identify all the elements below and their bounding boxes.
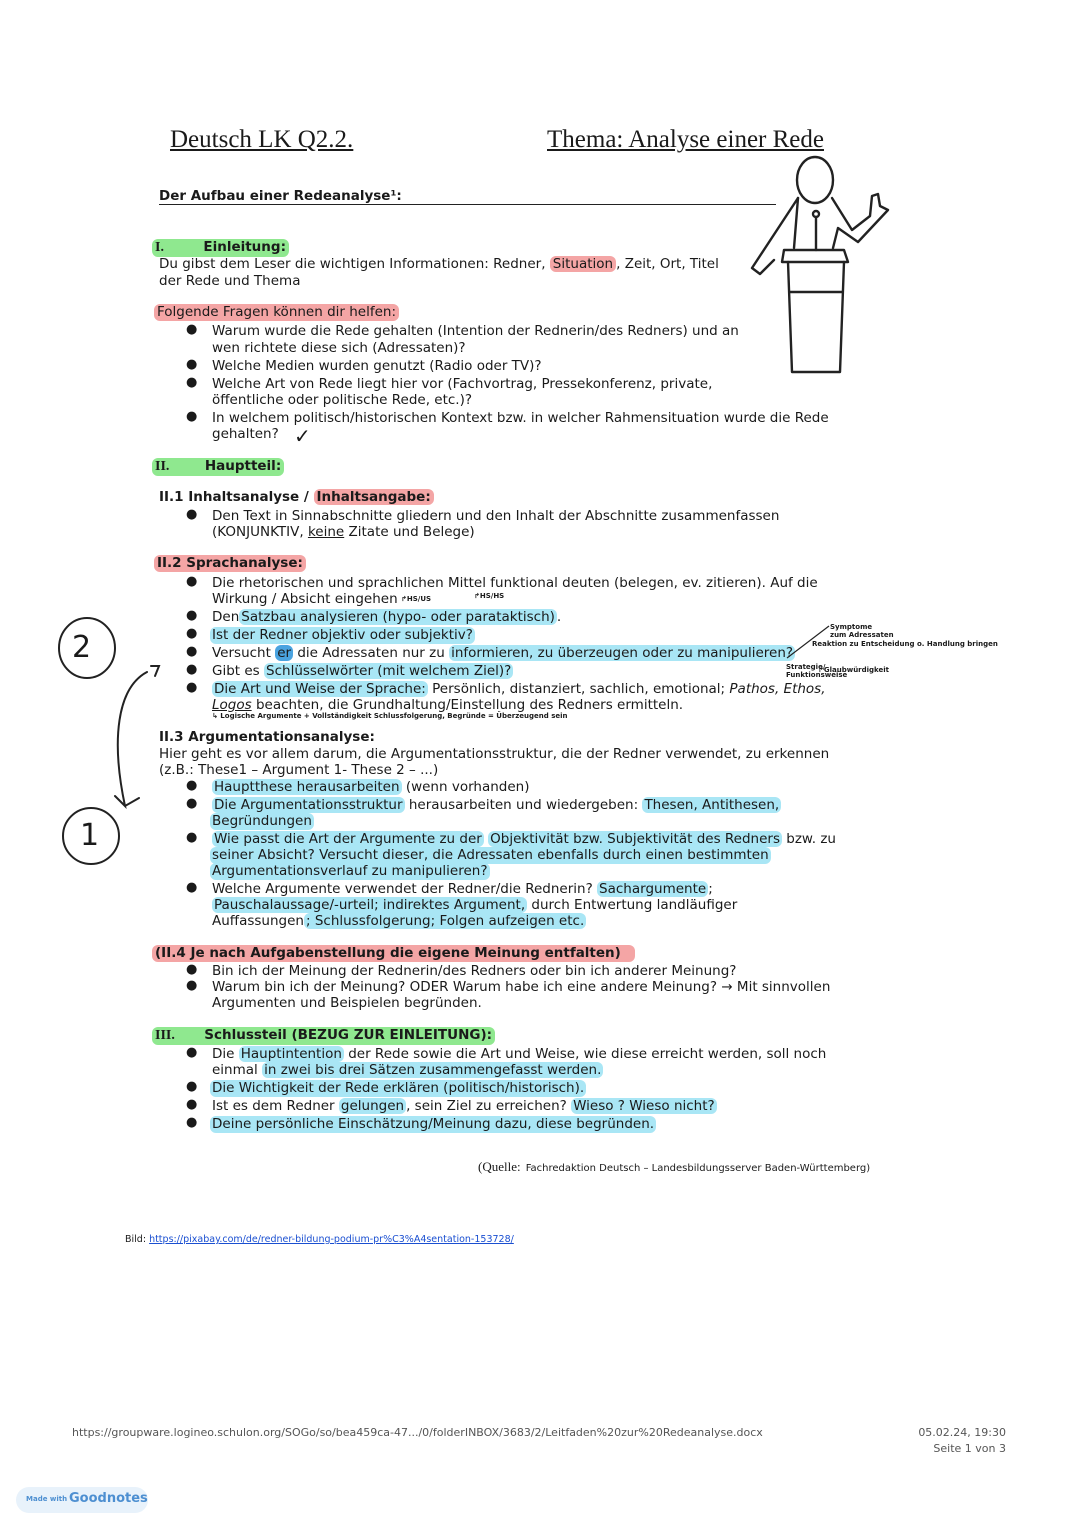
- subsection-3-heading: II.3 Argumentationsanalyse:: [159, 729, 375, 745]
- highlight-thesen: Thesen, Antithesen,: [644, 797, 780, 813]
- s4-line-2b: Argumenten und Beispielen begründen.: [212, 995, 482, 1011]
- s3-text: Auffassungen: [212, 913, 304, 929]
- c-line-2: Die Wichtigkeit der Rede erklären (politisch/historisch).: [212, 1080, 585, 1096]
- note-text: , Begründe = Überzeugend sein: [442, 712, 568, 720]
- c-text: einmal: [212, 1062, 258, 1078]
- s4-line-2: Warum bin ich der Meinung? ODER Warum habe ich eine andere Meinung? → Mit sinnvollen: [212, 979, 831, 995]
- s3-intro-b: (z.B.: These1 – Argument 1- These 2 – ...): [159, 762, 439, 778]
- s2-line-3: Ist der Redner objektiv oder subjektiv?: [212, 627, 473, 643]
- s2-italic-logos: Logos: [212, 697, 252, 713]
- bullet: ●: [186, 680, 198, 695]
- highlight-objektivitaet: Objektivität bzw. Subjektivität des Redners: [490, 831, 780, 847]
- bullet: ●: [186, 796, 198, 811]
- handwritten-note: Funktionsweise: [786, 671, 848, 679]
- subsection-2-heading: II.2 Sprachanalyse:: [154, 555, 306, 572]
- badge-brand: Goodnotes: [69, 1491, 148, 1506]
- s2-line-1a: Die rhetorischen und sprachlichen Mittel funktional deuten (belegen, ev. zitieren). Auf die: [212, 575, 818, 591]
- s2-text: beachten, die Grundhaltung/Einstellung des Redners ermitteln.: [255, 697, 684, 713]
- main-title: Hauptteil:: [204, 458, 282, 474]
- footer-date: 05.02.24, 19:30: [918, 1426, 1006, 1439]
- bullet: ●: [186, 778, 198, 793]
- question-2: Welche Medien wurden genutzt (Radio oder TV)?: [212, 358, 542, 374]
- questions-label: Folgende Fragen können dir helfen:: [154, 304, 399, 321]
- s2-line-2: [212, 609, 561, 626]
- bullet: ●: [186, 1115, 198, 1130]
- note-text: ↳ Logische Argumente + Vollständigkeit Schlussfolgerung: [212, 712, 443, 720]
- highlight-argumentationsstruktur: Die Argumentationsstruktur: [214, 797, 403, 813]
- bullet: ●: [186, 662, 198, 677]
- s2-italic: Pathos, Ethos,: [729, 681, 826, 697]
- c-line-4: Deine persönliche Einschätzung/Meinung dazu, diese begründen.: [212, 1116, 655, 1132]
- bullet: ●: [186, 880, 198, 895]
- s3-line-1: [212, 779, 529, 796]
- s3-intro-a: Hier geht es vor allem darum, die Argumentationsstruktur, die der Redner verwendet, zu erkennen: [159, 746, 830, 762]
- intro-text-post: , Zeit, Ort, Titel: [616, 256, 719, 272]
- conclusion-number: III.: [155, 1028, 175, 1043]
- c-text-post: der Rede sowie die Art und Weise, wie diese erreicht werden, soll noch: [348, 1046, 827, 1062]
- bullet: ●: [186, 507, 198, 522]
- bullet: ●: [186, 1045, 198, 1060]
- footer-page: Seite 1 von 3: [933, 1442, 1006, 1455]
- highlight-gelungen: gelungen: [340, 1098, 405, 1114]
- handwritten-note: Reaktion zu Entscheidung o. Handlung bringen: [812, 640, 998, 648]
- s2-text: Den: [212, 609, 240, 625]
- s2-text: Versucht: [212, 645, 271, 661]
- source-label: (Quelle:: [478, 1159, 521, 1174]
- handwritten-note: Symptome: [830, 623, 873, 631]
- handwritten-note: ↱HS/US: [401, 595, 432, 603]
- s3-line-3a: [212, 831, 836, 848]
- bullet: ●: [186, 409, 198, 424]
- question-1b: wen richtete diese sich (Adressaten)?: [212, 340, 466, 356]
- handwritten-note: [212, 712, 568, 720]
- highlight-hauptthese: Hauptthese herausarbeiten: [214, 779, 400, 795]
- s3-text: bzw. zu: [786, 831, 836, 847]
- bullet: ●: [186, 962, 198, 977]
- footer-url: https://groupware.logineo.schulon.org/SOGo/so/bea459ca-47.../0/folderINBOX/3683/2/Leitfaden%20zur%20Redeanalyse.docx: [72, 1426, 763, 1439]
- image-credit-link[interactable]: https://pixabay.com/de/redner-bildung-podium-pr%C3%A4sentation-153728/: [149, 1234, 514, 1245]
- c-line-1: [212, 1046, 826, 1063]
- main-heading: [152, 458, 284, 476]
- doc-title-right: Thema: Analyse einer Rede: [547, 126, 824, 153]
- s2-line-4: [212, 645, 795, 662]
- s3-line-2b: Begründungen: [212, 813, 312, 829]
- question-4a: In welchem politisch/historischen Kontext bzw. in welcher Rahmensituation wurde die Rede: [212, 410, 829, 426]
- question-3a: Welche Art von Rede liegt hier vor (Fachvortrag, Pressekonferenz, private,: [212, 376, 713, 392]
- image-credit: [125, 1234, 514, 1245]
- highlight-situation: Situation: [550, 256, 616, 272]
- s4-line-1: Bin ich der Meinung der Rednerin/des Redners oder bin ich anderer Meinung?: [212, 963, 737, 979]
- s2-line-1b: Wirkung / Absicht eingehen: [212, 591, 398, 607]
- handwritten-note: zum Adressaten: [830, 631, 894, 639]
- s3-text: herausarbeiten und wiedergeben:: [408, 797, 639, 813]
- c-line-3: [212, 1098, 717, 1115]
- handwritten-note: ↱Glaubwürdigkeit: [818, 666, 890, 674]
- s3-text: Welche Argumente verwendet der Redner/die Rednerin?: [212, 881, 593, 897]
- s3-line-2: [212, 797, 781, 814]
- bullet: ●: [186, 626, 198, 641]
- doc-title-left: Deutsch LK Q2.2.: [170, 126, 354, 153]
- conclusion-heading: [152, 1027, 495, 1045]
- bullet: ●: [186, 574, 198, 589]
- s2-line-5: [212, 663, 513, 680]
- heading-rule: [159, 204, 776, 205]
- s1-text: (KONJUNKTIV,: [212, 524, 304, 540]
- circled-number-1: 1: [80, 818, 100, 853]
- highlight-wieso: Wieso ? Wieso nicht?: [573, 1098, 715, 1114]
- s3-line-4c: [212, 913, 586, 930]
- bullet: ●: [186, 608, 198, 623]
- s3-text: durch Entwertung landläufiger: [531, 897, 738, 913]
- c-text-mid: , sein Ziel zu erreichen?: [406, 1098, 567, 1114]
- question-3b: öffentliche oder politische Rede, etc.)?: [212, 392, 473, 408]
- bullet: ●: [186, 978, 198, 993]
- s2-text-post: .: [556, 609, 562, 625]
- highlight-sachargumente: Sachargumente: [599, 881, 707, 897]
- intro-text: Du gibst dem Leser die wichtigen Informationen: Redner,: [159, 256, 546, 272]
- highlight-art-der-argumente: Wie passt die Art der Argumente zu der: [214, 831, 482, 847]
- bullet: ●: [186, 322, 198, 337]
- handwritten-note: ↱HS/HS: [474, 592, 505, 600]
- c-line-1b: [212, 1062, 603, 1079]
- intro-line-2: der Rede und Thema: [159, 273, 301, 289]
- s2-line-6: [212, 681, 826, 698]
- highlight-er: er: [277, 645, 292, 661]
- bullet: ●: [186, 1097, 198, 1112]
- s3-line-4a: [212, 881, 713, 898]
- question-4b: gehalten?: [212, 426, 279, 442]
- s3-text: (wenn vorhanden): [405, 779, 530, 795]
- circled-number-2: 2: [72, 630, 92, 665]
- s2-text: Gibt es: [212, 663, 260, 679]
- bullet: ●: [186, 375, 198, 390]
- highlight-art-der-sprache: Die Art und Weise der Sprache:: [214, 681, 426, 697]
- goodnotes-badge: [16, 1487, 148, 1513]
- c-text: Die: [212, 1046, 235, 1062]
- intro-line-1: [159, 256, 719, 273]
- intro-title: Einleitung:: [203, 239, 286, 255]
- intro-number: I.: [155, 240, 164, 255]
- speaker-podium-illustration: [740, 150, 900, 380]
- highlight-pauschalaussage: Pauschalaussage/-urteil; indirektes Argument,: [214, 897, 526, 913]
- highlight-inhaltsangabe: Inhaltsangabe:: [314, 489, 434, 505]
- highlight-satzbau: Satzbau analysieren (hypo- oder parataktisch): [241, 609, 555, 625]
- s1-line-a: Den Text in Sinnabschnitte gliedern und den Inhalt der Abschnitte zusammenfassen: [212, 508, 780, 524]
- s2-text: Persönlich, distanziert, sachlich, emotional;: [432, 681, 726, 697]
- bullet: ●: [186, 644, 198, 659]
- section-heading: Der Aufbau einer Redeanalyse¹:: [159, 188, 402, 204]
- highlight-schlussfolgerung: ; Schlussfolgerung; Folgen aufzeigen etc.: [305, 913, 585, 929]
- badge-label: Made with: [26, 1495, 68, 1503]
- s1-line-b: [212, 524, 475, 541]
- highlight-hauptintention: Hauptintention: [240, 1046, 342, 1062]
- intro-heading: [152, 239, 289, 257]
- bullet: ●: [186, 830, 198, 845]
- s3-text-post: ;: [708, 881, 713, 897]
- s2-text-mid: die Adressaten nur zu: [297, 645, 445, 661]
- question-1a: Warum wurde die Rede gehalten (Intention der Rednerin/des Redners) und an: [212, 323, 739, 339]
- s3-line-3c: Argumentationsverlauf zu manipulieren?: [212, 863, 488, 879]
- s1-underlined: keine: [307, 524, 345, 540]
- subsection-1-title: II.1 Inhaltsanalyse /: [159, 489, 309, 505]
- s3-line-4b: [212, 897, 737, 914]
- image-credit-label: Bild:: [125, 1234, 147, 1245]
- highlight-informieren: informieren, zu überzeugen oder zu manipulieren?: [451, 645, 794, 661]
- bullet: ●: [186, 357, 198, 372]
- annotation-line: [785, 620, 835, 660]
- handwritten-note: Strategie/: [786, 663, 826, 671]
- source-citation: [478, 1156, 870, 1175]
- checkmark: ✓: [294, 424, 311, 448]
- s1-text-post: Zitate und Belege): [348, 524, 475, 540]
- c-text: Ist es dem Redner: [212, 1098, 335, 1114]
- conclusion-title: Schlussteil (BEZUG ZUR EINLEITUNG):: [204, 1027, 493, 1043]
- source-text: Fachredaktion Deutsch – Landesbildungsserver Baden-Württemberg): [525, 1163, 871, 1174]
- bullet: ●: [186, 1079, 198, 1094]
- s3-line-3b: seiner Absicht? Versucht dieser, die Adressaten ebenfalls durch einen bestimmten: [212, 847, 769, 863]
- highlight-zusammengefasst: in zwei bis drei Sätzen zusammengefasst werden.: [264, 1062, 602, 1078]
- main-number: II.: [155, 459, 170, 474]
- subsection-4-heading: (II.4 Je nach Aufgabenstellung die eigene Meinung entfalten): [152, 945, 635, 962]
- subsection-1-heading: [159, 489, 434, 506]
- highlight-schluesselwoerter: Schlüsselwörter (mit welchem Ziel)?: [266, 663, 512, 679]
